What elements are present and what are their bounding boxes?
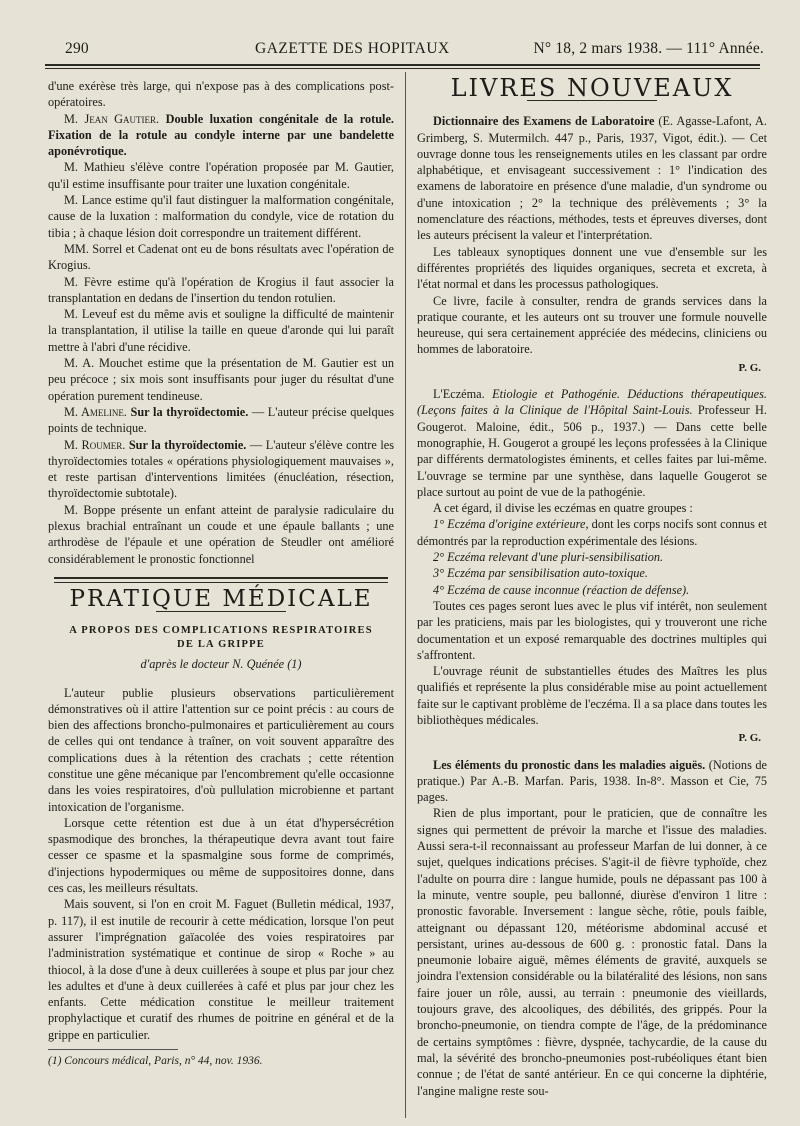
paragraph: Ce livre, facile à consulter, rendra de grands services dans la pratique courante, et les auteurs ont su trouver une formule nouvelle heureuse, qui sera certainement appréciée des médecins, cliniciens ou hommes de laboratoire. <box>417 293 767 357</box>
paragraph: M. Boppe présente un enfant atteint de paralysie radiculaire du plexus brachial entraînant un coude et une épaule ballants ; une arthrodèse de l'épaule et une opération de Steudler ont amélioré considérablement le pronostic fonctionnel <box>48 502 394 566</box>
list-text: dont les corps nocifs sont connus et démontrés par la reproduction expérimentale des lésions. <box>417 517 767 548</box>
list-item: 3° Eczéma par sensibilisation auto-toxique. <box>433 566 648 581</box>
author-name: M. Ameline. <box>64 404 127 419</box>
issue-info: N° 18, 2 mars 1938. — 111° Année. <box>533 40 764 57</box>
paragraph: Rien de plus important, pour le praticien, que de connaître les signes qui permettent de prévoir la marche et l'issue des maladies. Aussi sera-t-il reconnaissant au professeur Marfan de lui donner, à ce sujet, quelques indications précises. S'agit-il de fièvre typhoïde, chez l'adulte on pourra dire : langue humide, pouls ne dépassant pas 100 à la minute, ventre souple, peu ballonné, diurèse d'environ 1 litre : pronostic favorable. Inversement : langue sèche, rôtie, pouls faible, atteignant ou dépassant 120, météorisme abdominal accusé et persistant, urines au-dessous de 600 g. : pronostic fatal. Dans la pneumonie lobaire aiguë, mêmes éléments de gravité, auxquels se joindra l'extension considérable ou la bilatéralité des lésions, non sans faire jouer un rôle, aussi, au terrain : pneumonie des vieillards, toujours grave, des alcooliques, des débilités, des grippés. Pour la broncho-pneumonie, on tiendra compte de l'âge, de la prédominance de certains symptômes : fièvre, dyspnée, tachycardie, de la cause du mal, la sévérité des broncho-pneumonies post-rubéoliques étant bien connue ; de l'état de santé antérieur. En ce qui concerne la diphtérie, l'angine maligne reste sou- <box>417 806 767 1098</box>
author-name: M. Jean Gautier. <box>64 111 160 126</box>
footnote-rule <box>48 1049 263 1069</box>
book-review <box>417 757 767 806</box>
list-label: 1° Eczéma d'origine extérieure, <box>433 517 589 532</box>
book-title: Les éléments du pronostic dans les maladies aiguës. <box>433 757 706 772</box>
paragraph: Toutes ces pages seront lues avec le plus vif intérêt, non seulement par les praticiens, mais par les biologistes, qui y trouveront une riche documentation et un exposé remarquable des doctrines multiples qui s'affrontent. <box>417 598 767 662</box>
right-column <box>417 74 768 1099</box>
paragraph: M. Leveuf est du même avis et souligne la difficulté de maintenir la transplantation, il utilise la taille en queue d'aronde qui lui paraît mettre à l'abri d'une récidive. <box>48 307 394 354</box>
book-review <box>417 386 767 500</box>
paragraph: L'auteur publie plusieurs observations particulièrement démonstratives où il attire l'attention sur ce point précis : au cours de bien des affections broncho-pulmonaires et particulièrement au cours de celles qui ont tendance à traîner, on voit souvent apparaître des complications dues à la rétention des crachats ; cette rétention constitue une gêne mécanique par l'encombrement qu'elle occasionne dans les voies respiratoires, d'où pullulation microbienne et partant intoxication de l'organisme. <box>48 685 394 814</box>
section-title: LIVRES NOUVEAUX <box>450 74 734 102</box>
paragraph: M. Fèvre estime qu'à l'opération de Krogius il faut associer la transplantation en dedans de l'insertion du tendon rotulien. <box>48 274 394 305</box>
book-review <box>417 113 767 243</box>
list-item <box>417 516 767 549</box>
review-text: Professeur H. Gougerot. Maloine, édit., 506 p., 1937.) — Dans cette belle monographie, H. Gougerot a groupé les leçons professées à la Clinique par différents dermatologistes éminents, et celles faites par lui-même. L'ouvrage se termine par une synthèse, dans laquelle Gougerot se place surtout au point de vue de la pathogénie. <box>417 403 767 499</box>
review-text: (E. Agasse-Lafont, A. Grimberg, S. Mutermilch. 447 p., Paris, 1937, Vigot, édit.). — Cet ouvrage donne tous les renseignements utiles en les classant par ordre alphabétique, et envisageant successivement : 1° l'indication des examens de laboratoire en présence d'une maladie, d'un syndrome ou d'une intoxication ; 2° la technique des prélèvements ; 3° la nomenclature des réactions, méthodes, tests et épreuves diverses, dont les auteurs précisent la valeur et l'interprétation. <box>417 114 767 243</box>
paragraph: Les tableaux synoptiques donnent une vue d'ensemble sur les différentes propriétés des liquides organiques, secreta et excreta, à l'état normal et dans les processus pathologiques. <box>417 244 767 292</box>
journal-title: GAZETTE DES HOPITAUX <box>255 40 450 57</box>
paragraph-text: — L'auteur s'élève contre les thyroïdectomies totales « opérations physiologiquement mauvaises », et reste partisan d'interventions limitées (énucléation, résection, thyroïdectomie subtotale). <box>48 437 394 501</box>
author-name: M. Roumer. <box>64 437 126 452</box>
book-subtitle: Etiologie et Pathogénie. Déductions thérapeutiques. (Leçons faites à la Clinique de l'Hôpital Saint-Louis. <box>417 387 767 418</box>
section-title: PRATIQUE MÉDICALE <box>69 585 373 612</box>
paragraph: Mais souvent, si l'on en croit M. Faguet (Bulletin médical, 1937, p. 117), il est inutile de recourir à cette médication, lorsque l'on peut assurer l'imprégnation gaïacolée des voies respiratoires par l'administration systématique et continue de sirop « Roche » au thiocol, à la dose d'une à deux cuillerées à soupe et plus par jour chez les adultes et d'une à deux cuillerées à café et plus par jour chez les enfants. Cette médication constitue le meilleur traitement prophylactique et curatif des rhumes de poitrine en général et de la grippe en particulier. <box>48 897 394 1042</box>
list-item: 4° Eczéma de cause inconnue (réaction de défense). <box>433 582 690 597</box>
header-rule <box>45 64 760 66</box>
page-header <box>30 40 770 64</box>
communication-title: Sur la thyroïdectomie. <box>130 404 249 419</box>
article-title <box>48 624 394 652</box>
paragraph: Lorsque cette rétention est due à un état d'hypersécrétion spasmodique des bronches, la thérapeutique devra avant tout faire cesser ce spasme et la spasmalgine sous forme de comprimés, d'injections hypodermiques ou même de suppositoires donne, dans ces cas, les meilleurs résultats. <box>48 815 394 896</box>
paragraph: d'une exérèse très large, qui n'expose pas à des complications post-opératoires. <box>48 79 394 110</box>
paragraph: A cet égard, il divise les eczémas en quatre groupes : <box>433 501 693 516</box>
paragraph: M. Lance estime qu'il faut distinguer la malformation congénitale, cause de la luxation : malformation du condyle, vice de rotation du tibia ; à chaque lésion doit correspondre un traitement différent. <box>48 193 394 240</box>
paragraph-text: — L'auteur précise quelques points de technique. <box>48 404 394 436</box>
paragraph <box>48 111 394 160</box>
header-rule-thin <box>45 68 760 69</box>
paragraph: M. Mathieu s'élève contre l'opération proposée par M. Gautier, qu'il estime insuffisante pour traiter une luxation congénitale. <box>48 160 394 191</box>
article-title-line: DE LA GRIPPE <box>177 639 265 651</box>
article-title-line: A PROPOS DES COMPLICATIONS RESPIRATOIRES <box>69 625 373 637</box>
paragraph <box>48 404 394 437</box>
left-column <box>48 78 394 1069</box>
page-number: 290 <box>65 40 89 57</box>
column-divider <box>405 72 406 1118</box>
article-byline: d'après le docteur N. Quénée (1) <box>140 657 302 672</box>
book-title: L'Eczéma. <box>433 387 485 402</box>
paragraph: MM. Sorrel et Cadenat ont eu de bons résultats avec l'opération de Krogius. <box>48 241 394 273</box>
communication-title: Sur la thyroïdectomie. <box>128 437 247 452</box>
paragraph <box>48 437 394 502</box>
paragraph: L'ouvrage réunit de substantielles études des Maîtres les plus qualifiés et représente la plus considérable mise au point actuellement faite sur le captivant problème de l'eczéma. Il a sa place dans toutes les bibliothèques médicales. <box>417 664 767 727</box>
section-divider <box>54 577 388 583</box>
list-item: 2° Eczéma relevant d'une pluri-sensibilisation. <box>433 550 664 565</box>
reviewer-signature: P. G. <box>738 361 761 374</box>
book-title: Dictionnaire des Examens de Laboratoire <box>433 114 655 129</box>
paragraph: M. A. Mouchet estime que la présentation de M. Gautier est un peu précoce ; six mois sont insuffisants pour juger du résultat d'une opération purement tendineuse. <box>48 356 394 403</box>
communication-title: Double luxation congénitale de la rotule. Fixation de la rotule au condyle interne par une bandelette aponévrotique. <box>48 111 395 159</box>
reviewer-signature: P. G. <box>738 732 761 745</box>
review-text: (Notions de pratique.) Par A.-B. Marfan. Paris, 1938. In-8°. Masson et Cie, 75 pages. <box>417 757 768 805</box>
footnote: (1) Concours médical, Paris, n° 44, nov. 1936. <box>48 1055 263 1068</box>
